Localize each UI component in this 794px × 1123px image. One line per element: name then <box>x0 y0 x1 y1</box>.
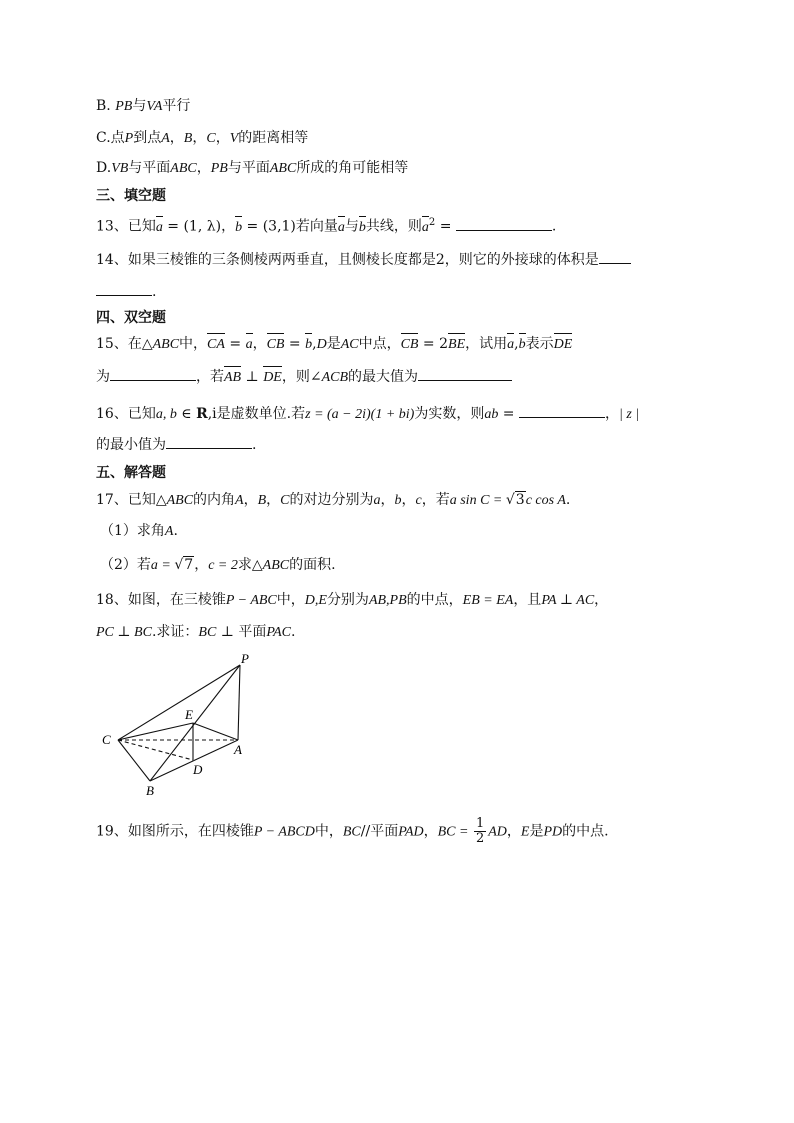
option-d: D.VB与平面ABC，PB与平面ABC所成的角可能相等 <box>96 160 409 176</box>
edge-ea <box>193 723 238 740</box>
answer-blank[interactable] <box>519 403 605 418</box>
edge-cd-dashed <box>118 740 193 760</box>
label-c: C <box>102 732 111 747</box>
answer-blank[interactable] <box>166 434 252 449</box>
section-fill-in: 三、填空题 <box>96 188 166 204</box>
edge-cb <box>118 740 150 781</box>
fraction-one-half: $\frac{1}{2}$ <box>475 816 485 846</box>
question-18-cont: PC ⊥ BC.求证：BC ⊥ 平面PAC. <box>96 624 296 640</box>
label-p: P <box>241 652 249 666</box>
question-17-part-1: （1）求角A. <box>100 523 178 539</box>
question-16-cont: 的最小值为 . <box>96 434 256 455</box>
answer-blank[interactable] <box>418 366 512 381</box>
label-d: D <box>193 762 203 777</box>
label-b: B <box>146 783 154 798</box>
edge-pa <box>238 665 240 740</box>
answer-blank[interactable] <box>456 216 552 231</box>
question-16: 16、已知a, b ∈ R,i是虚数单位.若z = (a − 2i)(1 + bi)为实数，则ab = ，| z | <box>96 403 639 425</box>
question-14-cont: . <box>96 281 156 302</box>
section-double-blank: 四、双空题 <box>96 310 166 326</box>
question-13: 13、已知a = (1, λ)，b = (3,1)若向量a与b共线，则$a^2$ = . <box>96 213 556 238</box>
question-17: 17、已知△ABC的内角A，B，C的对边分别为a，b，c，若a sin C = √3c cos A. <box>96 492 571 508</box>
question-15: 15、在△ABC中，CA = a，CB = b,D是AC中点，CB = 2BE，试用a,b表示DE <box>96 334 572 355</box>
answer-blank[interactable] <box>599 249 631 264</box>
question-18: 18、如图，在三棱锥P − ABC中，D,E分别为AB,PB的中点，EB = EA，且PA ⊥ AC， <box>96 592 609 608</box>
label-e: E <box>185 707 193 722</box>
option-c: C.点P到点A，B，C，V的距离相等 <box>96 130 309 146</box>
answer-blank[interactable] <box>110 366 196 381</box>
section-solve: 五、解答题 <box>96 465 166 481</box>
answer-blank[interactable] <box>96 281 152 296</box>
edge-ce <box>118 723 193 740</box>
question-15-cont: 为 ，若AB ⊥ DE，则∠ACB的最大值为 <box>96 366 512 388</box>
sqrt-symbol: √3 <box>505 492 525 508</box>
tetrahedron-figure <box>96 652 276 802</box>
question-17-part-2: （2）若a = √7，c = 2求△ABC的面积. <box>100 557 336 573</box>
question-14: 14、如果三棱锥的三条侧棱两两垂直，且侧棱长度都是2，则它的外接球的体积是 <box>96 249 631 270</box>
option-b: B. PB与VA平行 <box>96 98 191 114</box>
label-a: A <box>234 742 242 757</box>
sqrt-symbol: √7 <box>174 557 194 573</box>
question-19: 19、如图所示，在四棱锥P − ABCD中，BC//平面PAD，BC = $\frac{1}{2}$ AD，E是PD的中点. <box>96 816 609 846</box>
edge-pc <box>118 665 240 740</box>
